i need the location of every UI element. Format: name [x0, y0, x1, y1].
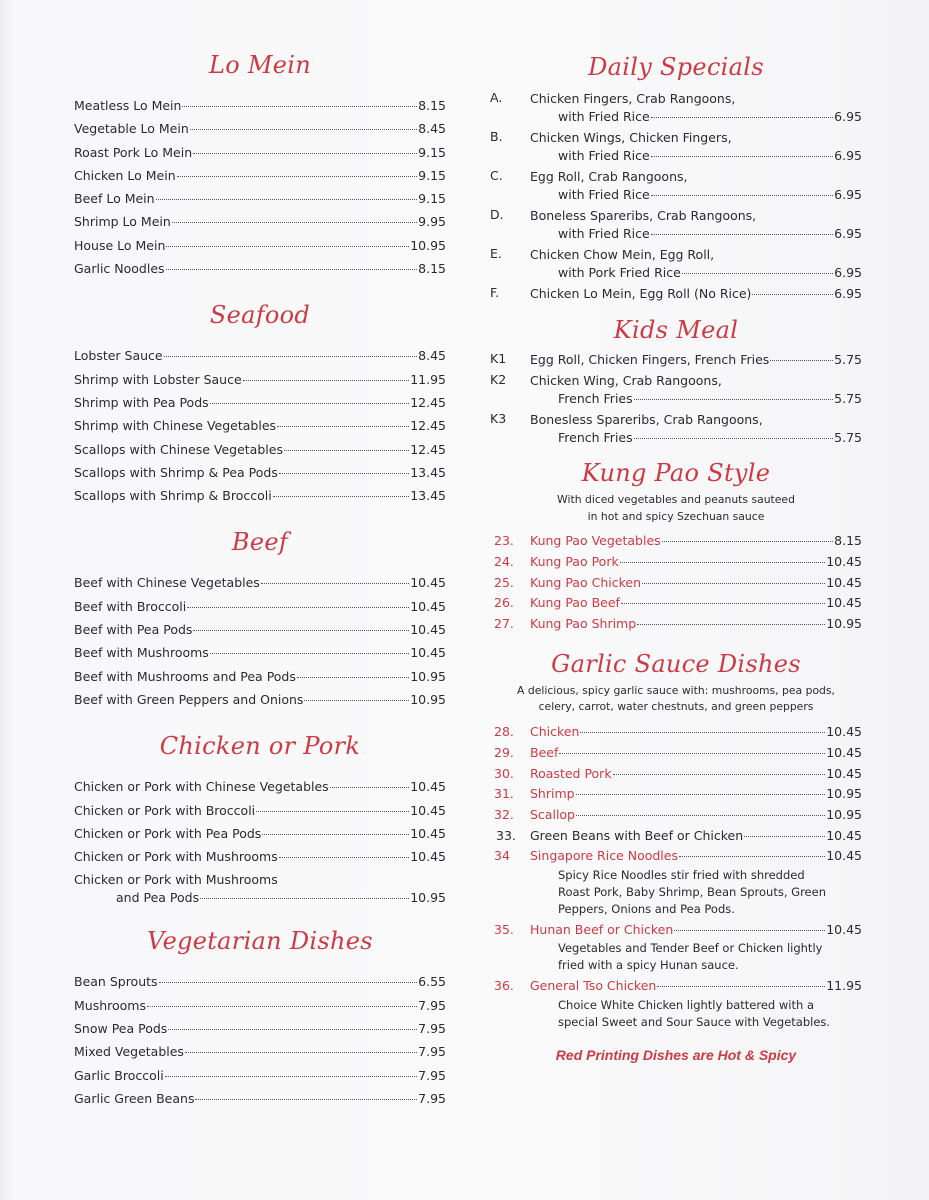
menu-item: [490, 614, 862, 635]
item-code: 27.: [494, 616, 514, 632]
item-price: 8.45: [418, 121, 446, 137]
item-name: Chicken or Pork with Broccoli: [74, 802, 256, 818]
menu-item: [490, 129, 862, 164]
menu-item: [74, 688, 446, 711]
item-name: Kung Pao Vegetables: [530, 533, 661, 548]
item-name-line2: and Pea Pods: [116, 889, 200, 905]
item-name: Mushrooms: [74, 997, 146, 1013]
item-name: Scallop: [530, 807, 575, 823]
menu-item: [490, 784, 862, 805]
section-title-chicken-pork: Chicken or Pork: [159, 732, 361, 761]
menu-item: [74, 164, 446, 187]
description-line: Choice White Chicken lightly battered with a: [558, 997, 814, 1012]
item-price: 10.45: [826, 744, 862, 760]
item-price: 6.55: [418, 974, 446, 990]
item-name: Beef with Pea Pods: [74, 622, 193, 638]
section-title-lo-mein: Lo Mein: [208, 51, 312, 79]
menu-item-kids-k1: [490, 351, 862, 369]
description-line: A delicious, spicy garlic sauce with: mushrooms, pea pods,: [517, 683, 835, 697]
item-code: 26.: [494, 595, 514, 611]
description-line: in hot and spicy Szechuan sauce: [587, 509, 765, 523]
item-code: F.: [490, 285, 500, 300]
item-name-line1: Bonesless Spareribs, Crab Rangoons,: [530, 412, 763, 427]
item-code: K2: [490, 372, 507, 387]
menu-item: [74, 117, 446, 140]
item-price: 7.95: [418, 1090, 446, 1106]
item-name: Kung Pao Chicken: [530, 574, 641, 590]
item-name: Scallops with Shrimp & Pea Pods: [74, 464, 278, 480]
menu-item-36: [490, 976, 862, 1031]
item-name: Snow Pea Pods: [74, 1021, 168, 1037]
item-price: 8.15: [834, 533, 862, 548]
section-title-garlic-sauce: Garlic Sauce Dishes: [551, 649, 801, 678]
section-description-garlic-sauce: [490, 683, 862, 716]
menu-item-34: [490, 846, 862, 918]
item-price: 7.95: [418, 1044, 446, 1060]
menu-item: [74, 822, 446, 845]
item-name: Mixed Vegetables: [74, 1044, 184, 1060]
item-code: 29.: [494, 744, 514, 760]
menu-list-beef: [74, 571, 446, 711]
item-code: 28.: [494, 723, 514, 739]
item-name: Lobster Sauce: [74, 348, 163, 364]
item-price: 10.95: [826, 616, 862, 632]
section-chicken-pork: [74, 731, 446, 906]
menu-item: [74, 970, 446, 993]
spicy-note: Red Printing Dishes are Hot & Spicy: [555, 1046, 797, 1063]
item-name: Shrimp: [530, 786, 575, 802]
item-name-line2: with Fried Rice: [558, 186, 650, 202]
item-name-line1: Chicken Chow Mein, Egg Roll,: [530, 247, 715, 262]
menu-item: [74, 994, 446, 1017]
item-name: Shrimp with Pea Pods: [74, 394, 209, 410]
item-name: Chicken or Pork with Pea Pods: [74, 825, 262, 841]
item-name: Chicken Lo Mein: [74, 167, 176, 183]
left-column: [74, 50, 446, 1110]
menu-item: [74, 845, 446, 868]
item-name-line1: Egg Roll, Crab Rangoons,: [530, 169, 688, 184]
item-code: 33.: [496, 827, 516, 843]
menu-item: [490, 573, 862, 594]
menu-item-33: [490, 826, 862, 847]
item-price: 6.95: [834, 108, 862, 124]
item-name: General Tso Chicken: [530, 978, 657, 994]
menu-item: [490, 168, 862, 203]
item-code: 30.: [494, 765, 514, 781]
item-code: 23.: [494, 533, 514, 548]
item-price: 10.45: [410, 598, 446, 614]
item-price: 7.95: [418, 1067, 446, 1083]
menu-item: [74, 461, 446, 484]
description-line: fried with a spicy Hunan sauce.: [558, 958, 739, 973]
item-code: K1: [490, 350, 507, 366]
item-name-line1: Chicken Fingers, Crab Rangoons,: [530, 91, 736, 106]
item-price: 9.95: [418, 214, 446, 230]
description-line: celery, carrot, water chestnuts, and green peppers: [538, 700, 814, 714]
menu-item: [74, 775, 446, 798]
item-name: Shrimp with Chinese Vegetables: [74, 418, 277, 434]
section-title-kids-meal: Kids Meal: [613, 315, 739, 344]
menu-item: [490, 531, 862, 552]
item-price: 10.45: [826, 553, 862, 569]
item-name-line2: with Fried Rice: [558, 147, 650, 163]
section-kids-meal: [490, 315, 862, 447]
menu-item: [490, 805, 862, 826]
item-name-line2: French Fries: [558, 390, 633, 406]
item-price: 10.45: [826, 848, 862, 864]
item-price: 10.95: [826, 786, 862, 802]
item-price: 9.15: [418, 144, 446, 160]
item-price: 11.95: [410, 371, 446, 387]
item-name: Chicken or Pork with Chinese Vegetables: [74, 779, 329, 795]
item-description: [530, 867, 862, 918]
item-code: C.: [490, 168, 503, 183]
menu-item: [74, 799, 446, 822]
item-name: Singapore Rice Noodles: [530, 848, 678, 864]
menu-item: [74, 1064, 446, 1087]
item-name: Beef with Green Peppers and Onions: [74, 691, 304, 707]
menu-list-chicken-pork: [74, 775, 446, 868]
menu-item-daily-f: [490, 285, 862, 303]
menu-item: [74, 595, 446, 618]
item-name: Scallops with Chinese Vegetables: [74, 441, 283, 457]
item-code: 35.: [494, 921, 514, 937]
item-name: Garlic Broccoli: [74, 1067, 164, 1083]
item-price: 8.15: [418, 98, 446, 113]
item-price: 9.15: [418, 191, 446, 207]
menu-item: [74, 484, 446, 507]
menu-item: [74, 94, 446, 117]
description-line: Peppers, Onions and Pea Pods.: [558, 901, 735, 916]
section-kung-pao: [490, 458, 862, 635]
item-code: A.: [490, 90, 503, 105]
section-title-vegetarian: Vegetarian Dishes: [147, 927, 373, 956]
item-name: Garlic Green Beans: [74, 1090, 195, 1106]
menu-item: [74, 665, 446, 688]
section-beef: [74, 527, 446, 711]
item-name: Meatless Lo Mein: [74, 98, 182, 113]
item-price: 7.95: [418, 1021, 446, 1037]
menu-list-daily-specials: [490, 90, 862, 281]
item-name: Shrimp with Lobster Sauce: [74, 371, 242, 387]
menu-item: [74, 1040, 446, 1063]
item-price: 10.45: [826, 827, 862, 843]
item-code: K3: [490, 411, 507, 426]
section-title-beef: Beef: [231, 528, 289, 557]
item-code: E.: [490, 246, 502, 261]
section-lo-mein: [74, 50, 446, 280]
item-name: Scallops with Shrimp & Broccoli: [74, 488, 272, 504]
menu-item: [490, 411, 862, 446]
menu-item: [74, 344, 446, 367]
item-name: Roast Pork Lo Mein: [74, 144, 193, 160]
menu-item: [74, 1017, 446, 1040]
menu-list-lo-mein: [74, 94, 446, 280]
menu-item: [74, 618, 446, 641]
item-price: 8.15: [418, 261, 446, 277]
item-price: 10.45: [826, 595, 862, 611]
item-price: 8.45: [418, 348, 446, 364]
item-price: 10.45: [826, 765, 862, 781]
menu-item: [490, 552, 862, 573]
item-price: 12.45: [410, 394, 446, 410]
item-name-line1: Chicken Wings, Chicken Fingers,: [530, 130, 732, 145]
description-line: Vegetables and Tender Beef or Chicken lightly: [558, 941, 823, 956]
item-price: 5.75: [834, 351, 862, 367]
menu-item: [490, 764, 862, 785]
item-price: 10.45: [410, 645, 446, 661]
item-name-line2: with Pork Fried Rice: [558, 264, 681, 280]
item-price: 5.75: [834, 429, 862, 445]
menu-item: [490, 246, 862, 281]
section-title-daily-specials: Daily Specials: [588, 53, 764, 81]
menu-item: [490, 372, 862, 407]
item-name: Chicken: [530, 723, 580, 739]
item-name: Garlic Noodles: [74, 261, 165, 277]
menu-item: [74, 641, 446, 664]
description-line: Spicy Rice Noodles stir fried with shredded: [558, 867, 805, 882]
item-code: 32.: [494, 807, 514, 823]
item-price: 10.45: [410, 802, 446, 818]
menu-item: [74, 438, 446, 461]
menu-item: [74, 1087, 446, 1110]
item-price: 10.95: [410, 691, 446, 707]
item-price: 10.95: [410, 889, 446, 905]
section-garlic-sauce: [490, 649, 862, 1063]
menu-list-kung-pao: [490, 531, 862, 635]
item-price: 6.95: [834, 186, 862, 202]
item-name: House Lo Mein: [74, 237, 166, 253]
menu-item: [74, 414, 446, 437]
section-daily-specials: [490, 52, 862, 303]
item-name: Kung Pao Shrimp: [530, 616, 637, 632]
item-code: B.: [490, 129, 503, 144]
item-price: 10.45: [410, 825, 446, 841]
section-description-kung-pao: [490, 492, 862, 525]
item-price: 10.45: [410, 779, 446, 795]
item-name: Beef with Chinese Vegetables: [74, 575, 260, 591]
item-name: Kung Pao Pork: [530, 553, 619, 569]
item-name: Beef Lo Mein: [74, 191, 155, 207]
item-price: 10.45: [410, 849, 446, 865]
section-title-kung-pao: Kung Pao Style: [581, 459, 771, 487]
item-name: Roasted Pork: [530, 765, 612, 781]
item-name: Bean Sprouts: [74, 974, 158, 990]
item-name: Egg Roll, Chicken Fingers, French Fries: [530, 351, 770, 367]
menu-list-vegetarian: [74, 970, 446, 1110]
menu-item: [74, 234, 446, 257]
section-title-seafood: Seafood: [209, 301, 311, 330]
item-price: 12.45: [410, 418, 446, 434]
item-price: 6.95: [834, 147, 862, 163]
menu-item: [490, 743, 862, 764]
item-name: Beef with Mushrooms and Pea Pods: [74, 668, 296, 684]
description-line: Roast Pork, Baby Shrimp, Bean Sprouts, Green: [558, 884, 826, 899]
item-description: [530, 940, 862, 974]
item-price: 10.95: [826, 807, 862, 823]
item-name-line1: Chicken Wing, Crab Rangoons,: [530, 373, 722, 388]
item-price: 10.95: [410, 237, 446, 253]
item-price: 10.45: [410, 622, 446, 638]
item-name-line2: French Fries: [558, 429, 633, 445]
item-name-line1: Chicken or Pork with Mushrooms: [74, 872, 278, 888]
item-code: 36.: [494, 978, 514, 994]
item-price: 12.45: [410, 441, 446, 457]
item-price: 10.45: [826, 574, 862, 590]
item-name: Green Beans with Beef or Chicken: [530, 827, 744, 843]
item-name-line2: with Fried Rice: [558, 108, 650, 124]
description-line: With diced vegetables and peanuts sauteed: [557, 493, 795, 506]
menu-item: [490, 90, 862, 125]
menu-item: [74, 368, 446, 391]
item-name: Beef with Broccoli: [74, 598, 187, 614]
item-name: Shrimp Lo Mein: [74, 214, 171, 230]
item-price: 10.45: [826, 921, 862, 937]
item-name: Chicken Lo Mein, Egg Roll (No Rice): [530, 286, 752, 301]
item-price: 11.95: [826, 978, 862, 994]
menu-item-chicken-pork-mushrooms-pea-pods: [74, 871, 446, 906]
item-code: 25.: [494, 574, 514, 590]
item-name: Beef: [530, 744, 559, 760]
menu-list-seafood: [74, 344, 446, 507]
item-price: 10.45: [826, 723, 862, 739]
menu-item: [74, 210, 446, 233]
menu-item: [74, 141, 446, 164]
item-price: 9.15: [418, 167, 446, 183]
item-price: 7.95: [418, 997, 446, 1013]
item-price: 10.95: [410, 668, 446, 684]
menu-list-garlic-sauce: [490, 722, 862, 826]
menu-item-35: [490, 920, 862, 975]
item-name: Kung Pao Beef: [530, 595, 620, 611]
item-price: 6.95: [834, 264, 862, 280]
menu-item: [490, 722, 862, 743]
item-price: 13.45: [410, 488, 446, 504]
menu-list-kids-meal: [490, 372, 862, 446]
menu-item: [490, 207, 862, 242]
menu-item: [74, 571, 446, 594]
item-description: [530, 997, 862, 1031]
item-code: 31.: [494, 786, 514, 802]
description-line: special Sweet and Sour Sauce with Vegetables.: [558, 1014, 831, 1029]
item-price: 10.45: [410, 575, 446, 591]
item-name: Vegetable Lo Mein: [74, 121, 189, 137]
item-name: Chicken or Pork with Mushrooms: [74, 849, 278, 865]
section-seafood: [74, 300, 446, 507]
menu-item: [74, 257, 446, 280]
item-code: 34: [494, 848, 510, 864]
menu-item: [74, 187, 446, 210]
item-price: 6.95: [834, 225, 862, 241]
item-name: Hunan Beef or Chicken: [530, 921, 674, 937]
item-code: D.: [490, 207, 504, 222]
section-vegetarian: [74, 926, 446, 1110]
item-name-line1: Boneless Spareribs, Crab Rangoons,: [530, 208, 757, 223]
right-column: [490, 52, 862, 1063]
item-price: 6.95: [834, 286, 862, 301]
item-code: 24.: [494, 553, 514, 569]
item-name-line2: with Fried Rice: [558, 225, 650, 241]
item-name: Beef with Mushrooms: [74, 645, 209, 661]
menu-item: [490, 593, 862, 614]
item-price: 13.45: [410, 464, 446, 480]
menu-item: [74, 391, 446, 414]
item-price: 5.75: [834, 390, 862, 406]
